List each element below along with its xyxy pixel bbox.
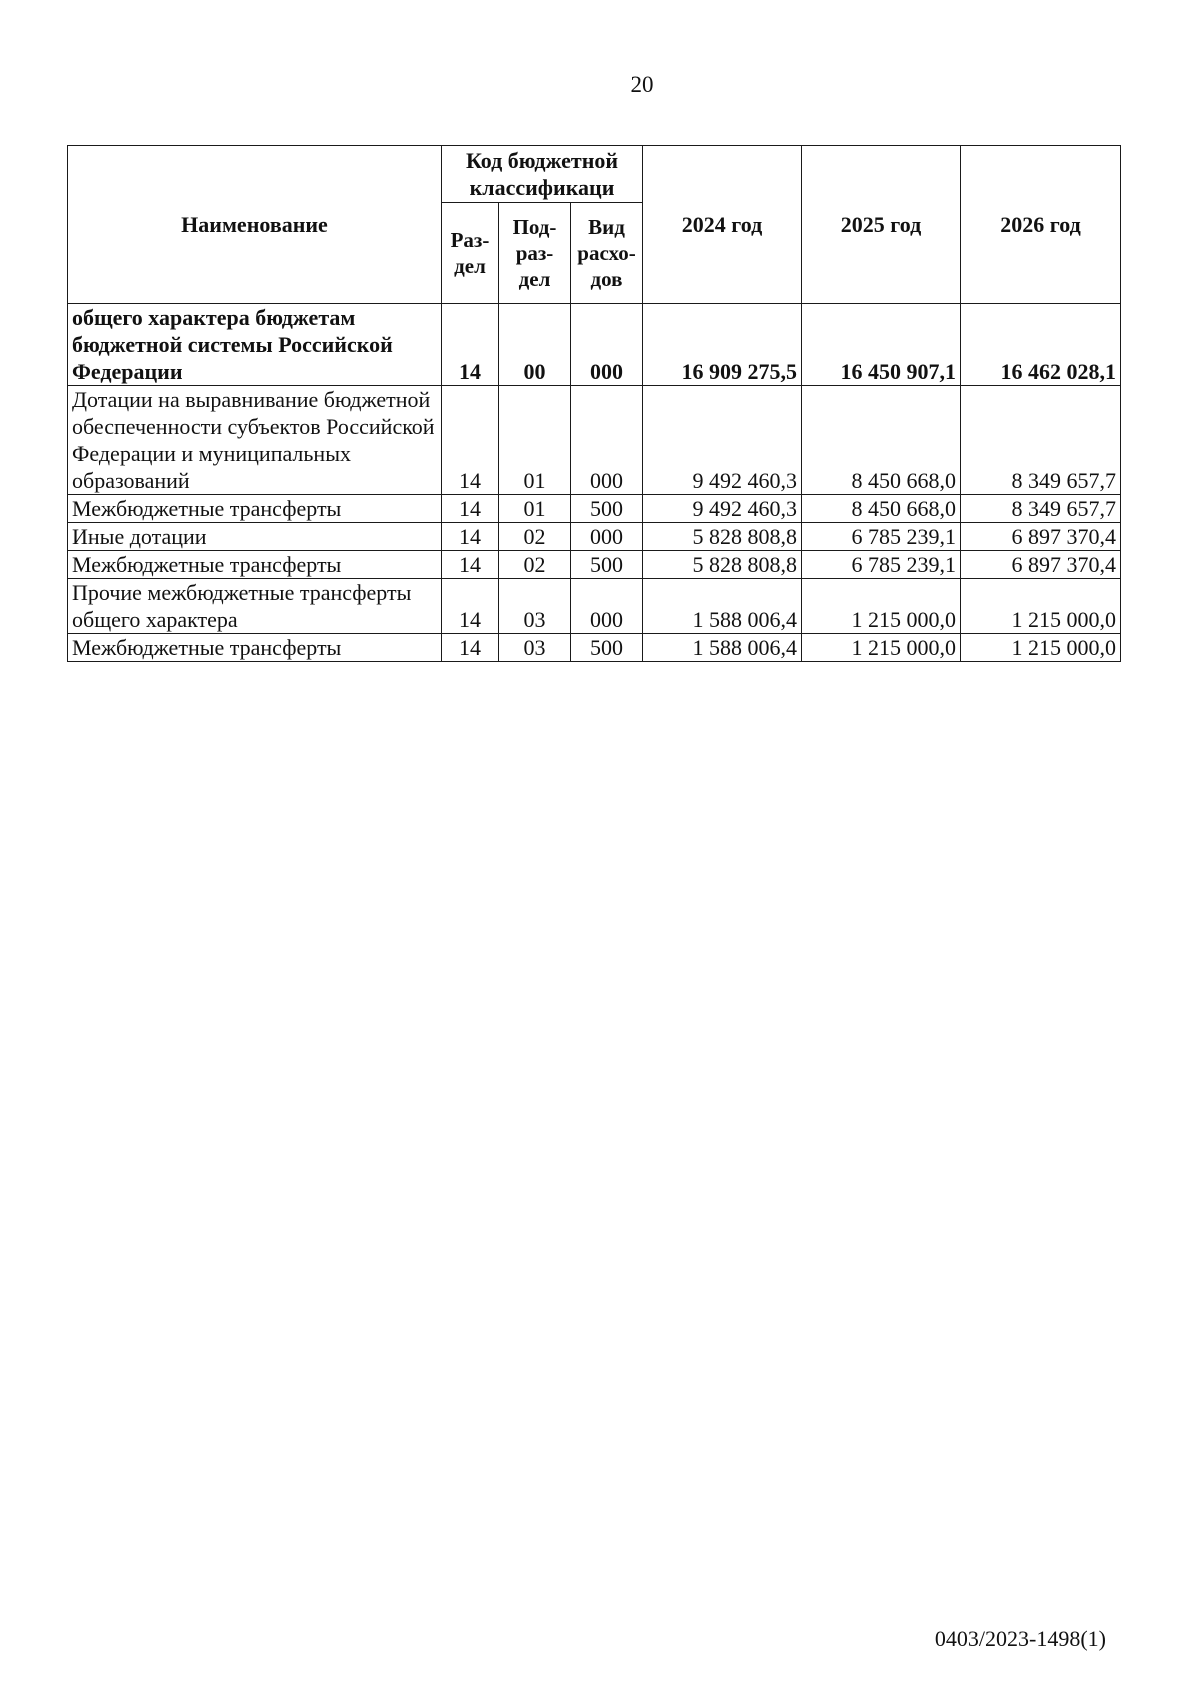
header-2026: 2026 год <box>961 146 1121 304</box>
row-razdel: 14 <box>442 386 499 495</box>
row-razdel: 14 <box>442 579 499 634</box>
row-vid: 000 <box>571 386 643 495</box>
row-2026: 6 897 370,4 <box>961 523 1121 551</box>
header-2025: 2025 год <box>802 146 961 304</box>
header-razdel: Раз-дел <box>442 203 499 304</box>
page-number: 20 <box>630 72 654 97</box>
row-vid: 500 <box>571 551 643 579</box>
table-row <box>68 634 1121 662</box>
budget-table <box>67 145 1121 662</box>
row-2024: 5 828 808,8 <box>643 523 802 551</box>
header-2024: 2024 год <box>643 146 802 304</box>
row-2024: 9 492 460,3 <box>643 386 802 495</box>
row-2024: 16 909 275,5 <box>643 304 802 386</box>
table-header <box>68 146 1121 304</box>
row-name: Прочие межбюджетные трансферты общего характера <box>68 579 442 634</box>
table-row <box>68 579 1121 634</box>
row-podrazdel: 02 <box>499 523 571 551</box>
row-2024: 1 588 006,4 <box>643 579 802 634</box>
row-name: Иные дотации <box>68 523 442 551</box>
row-name: Дотации на выравнивание бюджетной обеспеченности субъектов Российской Федерации и муниципальных образований <box>68 386 442 495</box>
row-vid: 000 <box>571 304 643 386</box>
table-row <box>68 551 1121 579</box>
row-podrazdel: 01 <box>499 495 571 523</box>
row-razdel: 14 <box>442 304 499 386</box>
row-vid: 500 <box>571 634 643 662</box>
row-razdel: 14 <box>442 551 499 579</box>
row-razdel: 14 <box>442 523 499 551</box>
row-razdel: 14 <box>442 495 499 523</box>
row-2026: 16 462 028,1 <box>961 304 1121 386</box>
header-name: Наименование <box>68 146 442 304</box>
row-podrazdel: 02 <box>499 551 571 579</box>
row-2025: 1 215 000,0 <box>802 634 961 662</box>
table-row <box>68 495 1121 523</box>
table-row <box>68 386 1121 495</box>
row-2026: 6 897 370,4 <box>961 551 1121 579</box>
row-podrazdel: 03 <box>499 634 571 662</box>
row-podrazdel: 01 <box>499 386 571 495</box>
table-row <box>68 523 1121 551</box>
row-2025: 8 450 668,0 <box>802 495 961 523</box>
row-name: Межбюджетные трансферты <box>68 634 442 662</box>
row-2026: 1 215 000,0 <box>961 634 1121 662</box>
row-2024: 9 492 460,3 <box>643 495 802 523</box>
row-podrazdel: 00 <box>499 304 571 386</box>
row-name: Межбюджетные трансферты <box>68 551 442 579</box>
row-2025: 16 450 907,1 <box>802 304 961 386</box>
row-name: Межбюджетные трансферты <box>68 495 442 523</box>
row-vid: 000 <box>571 579 643 634</box>
table-row <box>68 304 1121 386</box>
document-code: 0403/2023-1498(1) <box>934 1626 1106 1651</box>
header-code-group: Код бюджетной классификаци <box>442 146 643 203</box>
row-2026: 8 349 657,7 <box>961 495 1121 523</box>
row-2026: 8 349 657,7 <box>961 386 1121 495</box>
row-podrazdel: 03 <box>499 579 571 634</box>
row-name: общего характера бюджетам бюджетной системы Российской Федерации <box>68 304 442 386</box>
row-vid: 500 <box>571 495 643 523</box>
row-vid: 000 <box>571 523 643 551</box>
row-2025: 6 785 239,1 <box>802 551 961 579</box>
row-2024: 5 828 808,8 <box>643 551 802 579</box>
row-2025: 6 785 239,1 <box>802 523 961 551</box>
row-2026: 1 215 000,0 <box>961 579 1121 634</box>
row-2024: 1 588 006,4 <box>643 634 802 662</box>
row-razdel: 14 <box>442 634 499 662</box>
row-2025: 1 215 000,0 <box>802 579 961 634</box>
header-vid: Вид расхо-дов <box>571 203 643 304</box>
header-podrazdel: Под-раз-дел <box>499 203 571 304</box>
row-2025: 8 450 668,0 <box>802 386 961 495</box>
